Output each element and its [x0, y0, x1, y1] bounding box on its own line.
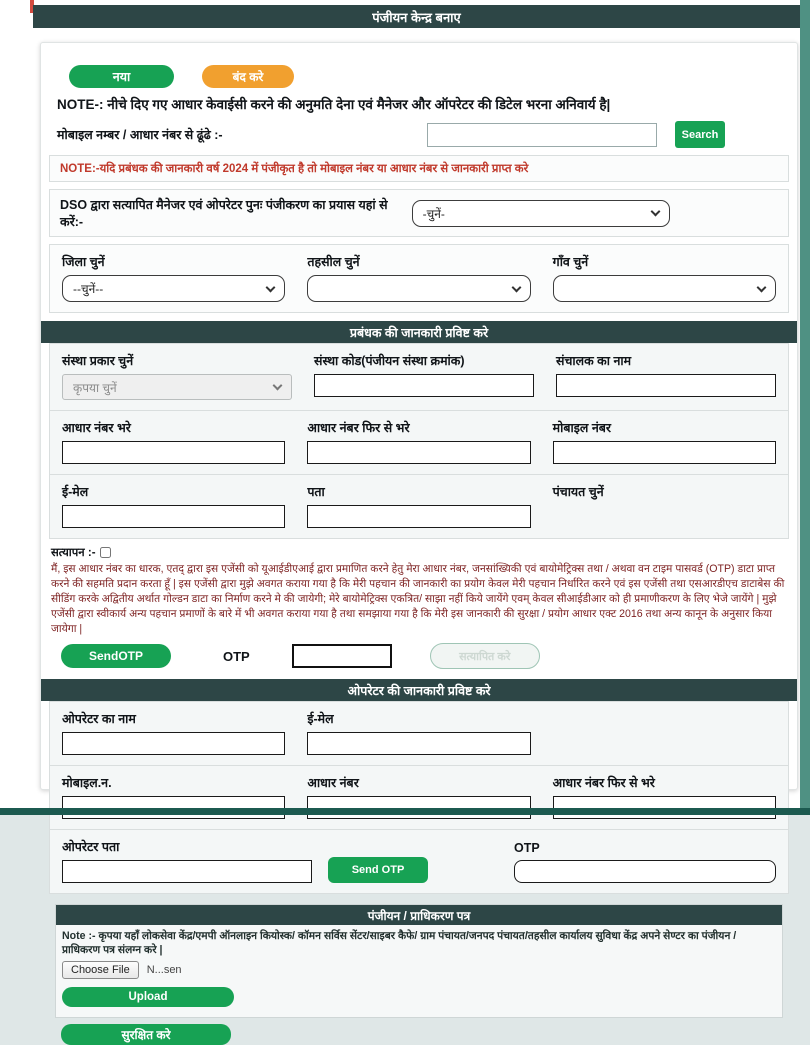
manager-mobile-input[interactable] [553, 441, 776, 464]
district-selected-value: --चुनें-- [73, 282, 104, 296]
upload-section-header: पंजीयन / प्राधिकरण पत्र [56, 905, 782, 925]
chevron-down-icon [266, 282, 276, 292]
operator-aadhaar-repeat-label: आधार नंबर फिर से भरे [552, 776, 655, 791]
choose-file-button[interactable]: Choose File [62, 961, 139, 979]
manager-aadhaar-repeat-field [307, 416, 530, 464]
village-select[interactable] [553, 275, 776, 302]
manager-aadhaar-input[interactable] [62, 441, 285, 464]
chevron-down-icon [757, 282, 767, 292]
search-label: मोबाइल नम्बर / आधार नंबर से ढूंढे :- [57, 128, 223, 142]
operator-row-2 [49, 766, 789, 830]
operator-name-field [62, 707, 285, 755]
manager-section-header: प्रबंधक की जानकारी प्रविष्ट करे [41, 321, 797, 343]
dso-row [49, 189, 789, 237]
file-row [56, 959, 782, 981]
verification-row [51, 545, 791, 560]
org-type-field [62, 349, 292, 400]
operator-email-label: ई-मेल [307, 712, 334, 727]
form-card [40, 42, 798, 1043]
director-name-label: संचालक का नाम [556, 354, 632, 368]
close-button[interactable]: बंद करे [202, 65, 294, 88]
new-button[interactable]: नया [69, 65, 174, 88]
save-button[interactable]: सुरक्षित करे [61, 1024, 231, 1045]
director-name-input[interactable] [556, 374, 776, 397]
village-label: गाँव चुनें [552, 255, 589, 269]
operator-address-field [62, 835, 312, 883]
manager-email-field [62, 480, 285, 528]
year-note-text: NOTE:-यदि प्रबंधक की जानकारी वर्ष 2024 में पंजीकृत है तो मोबाइल नंबर या आधार नंबर से जानकारी प्राप्त करे [49, 155, 789, 182]
verification-checkbox[interactable] [100, 547, 111, 558]
manager-email-label: ई-मेल [62, 485, 89, 499]
manager-mobile-label: मोबाइल नंबर [552, 421, 612, 435]
manager-aadhaar-label: आधार नंबर भरे [62, 421, 131, 435]
dso-selected-value: -चुनें- [422, 206, 445, 221]
operator-row1-spacer [553, 707, 776, 755]
bottom-teal-strip [0, 808, 810, 815]
operator-mobile-label: मोबाइल.न. [62, 776, 112, 791]
manager-row-3 [49, 475, 789, 539]
manager-aadhaar-field [62, 416, 285, 464]
operator-otp-label: OTP [514, 841, 540, 856]
manager-verify-button[interactable]: सत्यापित करे [430, 643, 540, 669]
tehsil-select[interactable] [307, 275, 530, 302]
manager-address-label: पता [307, 485, 325, 499]
upload-note-text: Note :- कृपया यहाँ लोकसेवा केंद्र/एमपी ऑनलाइन कियोस्क/ कॉमन सर्विस सेंटर/साइबर कैफे/ ग्राम पंचायत/जनपद पंचायत/तहसील कार्यालय सुविधा केंद्र अपने सेण्टर का पंजीयन / प्राधिकरण पत्र संलग्न करे | [62, 930, 737, 957]
operator-email-input[interactable] [307, 732, 530, 755]
operator-send-otp-button[interactable]: Send OTP [328, 857, 428, 883]
district-field [62, 250, 285, 302]
top-actions [69, 65, 791, 88]
org-type-label: संस्था प्रकार चुनें [62, 354, 134, 368]
manager-address-field [307, 480, 530, 528]
operator-row-1 [49, 701, 789, 766]
operator-row-3 [49, 830, 789, 894]
org-type-selected-value: कृपया चुनें [73, 380, 117, 395]
operator-name-input[interactable] [62, 732, 285, 755]
operator-otp-input[interactable] [514, 860, 776, 883]
upload-panel [55, 904, 783, 1018]
org-code-field [314, 349, 534, 400]
upload-button[interactable]: Upload [62, 987, 234, 1007]
org-code-input[interactable] [314, 374, 534, 397]
manager-otp-input[interactable] [292, 644, 392, 668]
search-button[interactable]: Search [675, 121, 725, 148]
chevron-down-icon [273, 381, 283, 391]
org-type-select[interactable] [62, 374, 292, 400]
operator-aadhaar-label: आधार नंबर [307, 776, 359, 791]
tehsil-field [307, 250, 530, 302]
manager-address-input[interactable] [307, 505, 530, 528]
operator-name-label: ओपरेटर का नाम [62, 712, 136, 727]
manager-send-otp-button[interactable]: SendOTP [61, 644, 171, 668]
right-teal-strip [800, 0, 810, 815]
operator-otp-field [514, 838, 776, 883]
location-row [49, 244, 789, 313]
search-input[interactable] [427, 123, 657, 147]
manager-otp-label: OTP [223, 648, 250, 664]
verification-label: सत्यापन :- [51, 547, 96, 559]
org-code-label: संस्था कोड(पंजीयन संस्था क्रमांक) [314, 354, 465, 368]
file-status-text: N...sen [146, 964, 182, 977]
chevron-down-icon [651, 207, 661, 217]
search-row [57, 121, 781, 148]
panchayat-label: पंचायत चुनें [552, 485, 604, 499]
district-select[interactable] [62, 275, 285, 302]
district-label: जिला चुनें [62, 255, 105, 269]
tehsil-label: तहसील चुनें [307, 255, 360, 269]
manager-email-input[interactable] [62, 505, 285, 528]
chevron-down-icon [511, 282, 521, 292]
operator-address-label: ओपरेटर पता [62, 840, 120, 855]
manager-row-1 [49, 343, 789, 411]
manager-row-2 [49, 411, 789, 475]
operator-address-input[interactable] [62, 860, 312, 883]
village-field [553, 250, 776, 302]
kyc-note-text: NOTE-: नीचे दिए गए आधार केवाईसी करने की अनुमति देना एवं मैनेजर और ऑपरेटर की डिटेल भरना अनिवार्य है| [57, 97, 611, 112]
panchayat-field [553, 480, 776, 528]
page-title: पंजीयन केन्द्र बनाए [33, 5, 800, 28]
operator-section-header: ओपरेटर की जानकारी प्रविष्ट करे [41, 679, 797, 701]
dso-select[interactable] [412, 200, 670, 227]
manager-mobile-field [553, 416, 776, 464]
aadhaar-consent-text: मैं, इस आधार नंबर का धारक, एतद् द्वारा इस एजेंसी को यूआईडीएआई द्वारा प्रमाणित करने हेतु मेरा आधार नंबर, जनसांख्यिकी एवं बायोमेट्रिक्स तथा / अथवा वन टाइम पासवर्ड (OTP) डाटा प्राप्त करने की सहमति प्रदान करता हूँ | इस एजेंसी द्वारा मुझे अवगत कराया गया है कि मेरी पहचान की जानकारी का प्रयोग केवल मेरी पहचान निर्धारित करने एवं इस एजेंसी तथा एसआरडीएच डाटाबेस की सीडिंग करके अद्वितीय अर्थात गोल्डन डाटा का निर्माण करने मे की जायेगी; मेरे बायोमेट्रिक्स एकत्रित/ साझा नहीं किये जायेंगे एवम् केवल सीआईडीआर को ही प्रमाणीकरण के लिए भेजे जायेंगे | मुझे एजेंसी द्वारा स्वीकार्य अन्य पहचान प्रमाणों के बारे में भी अवगत कराया गया है तथा समझाया गया है कि मेरी इस जानकारी की सुरक्षा / प्रयोग आधार एक्ट 2016 तथा अन्य कानून के अनुसार किया जायेगा | [51, 563, 785, 636]
manager-aadhaar-repeat-label: आधार नंबर फिर से भरे [307, 421, 410, 435]
director-name-field [556, 349, 776, 400]
operator-email-field [307, 707, 530, 755]
dso-label: DSO द्वारा सत्यापित मैनेजर एवं ओपरेटर पुनः पंजीकरण का प्रयास यहां से करें:- [60, 198, 388, 229]
manager-aadhaar-repeat-input[interactable] [307, 441, 530, 464]
manager-otp-row [61, 643, 791, 669]
